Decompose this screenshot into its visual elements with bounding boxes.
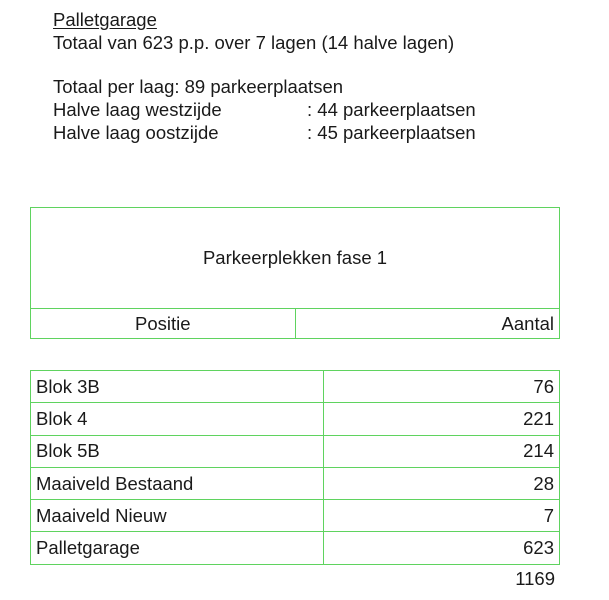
table-row xyxy=(31,500,560,532)
east-label: Halve laag oostzijde xyxy=(53,122,219,143)
table-row xyxy=(31,403,560,435)
table-row xyxy=(31,371,560,403)
table-row xyxy=(31,467,560,499)
table-total: 1169 xyxy=(515,568,555,589)
cell-amount: 28 xyxy=(324,467,560,499)
cell-amount: 623 xyxy=(324,532,560,564)
column-header-position: Positie xyxy=(31,309,296,339)
west-label: Halve laag westzijde xyxy=(53,99,222,120)
cell-position: Blok 3B xyxy=(31,371,324,403)
west-value: : 44 parkeerplaatsen xyxy=(307,99,476,120)
cell-amount: 7 xyxy=(324,500,560,532)
intro-block xyxy=(53,8,476,144)
table-caption: Parkeerplekken fase 1 xyxy=(31,208,560,309)
west-row xyxy=(53,98,476,121)
east-row xyxy=(53,121,476,144)
cell-position: Blok 4 xyxy=(31,403,324,435)
cell-position: Blok 5B xyxy=(31,435,324,467)
column-header-amount: Aantal xyxy=(295,309,560,339)
table-row xyxy=(31,435,560,467)
cell-position: Palletgarage xyxy=(31,532,324,564)
cell-position: Maaiveld Bestaand xyxy=(31,467,324,499)
subtitle: Totaal van 623 p.p. over 7 lagen (14 halve lagen) xyxy=(53,32,455,53)
table-body xyxy=(30,370,560,565)
cell-amount: 221 xyxy=(324,403,560,435)
cell-position: Maaiveld Nieuw xyxy=(31,500,324,532)
cell-amount: 214 xyxy=(324,435,560,467)
spacer xyxy=(53,54,476,75)
cell-amount: 76 xyxy=(324,371,560,403)
document-title: Palletgarage xyxy=(53,9,157,30)
table-header xyxy=(30,207,560,339)
per-layer-total: Totaal per laag: 89 parkeerplaatsen xyxy=(53,76,344,97)
table-row xyxy=(31,532,560,564)
east-value: : 45 parkeerplaatsen xyxy=(307,122,476,143)
